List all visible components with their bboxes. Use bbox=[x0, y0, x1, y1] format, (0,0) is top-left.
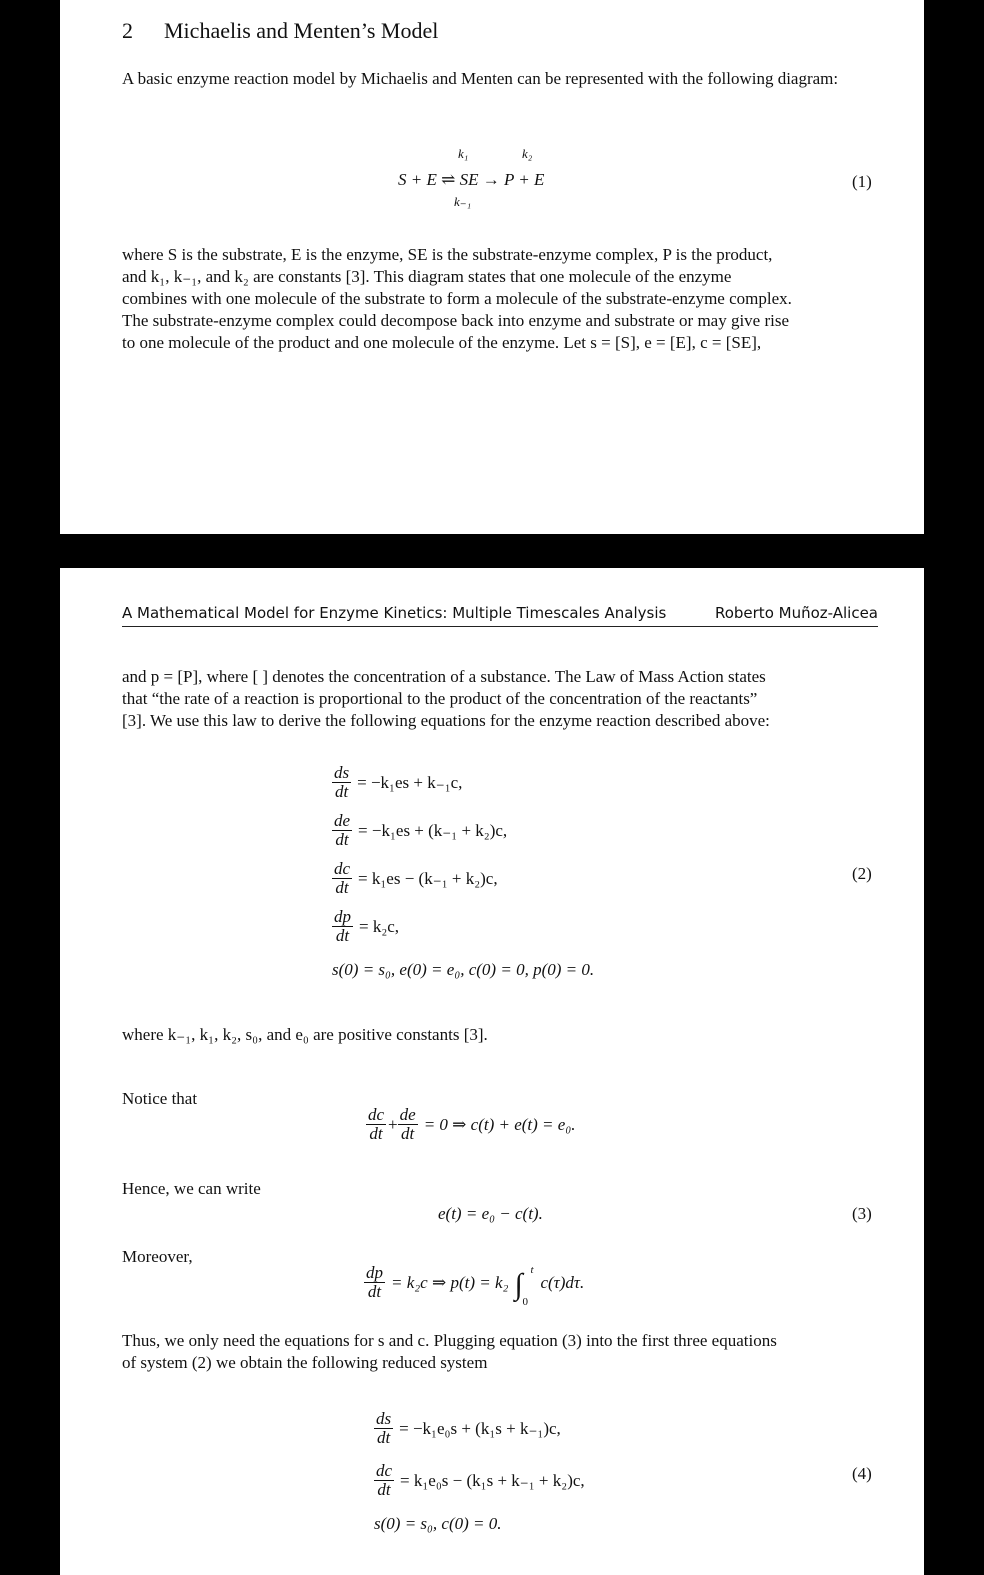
conservation-equation: $\frac{dc}{dt}$ + $\frac{de}{dt}$ = 0 ⇒ c(t) + e(t) = e₀. bbox=[368, 1105, 576, 1143]
hence-label: Hence, we can write bbox=[122, 1179, 261, 1198]
plus-sign: + bbox=[388, 1114, 398, 1134]
integral-sign: ∫ t 0 bbox=[514, 1263, 534, 1308]
initial-conditions-2: s(0) = s₀, e(0) = e₀, c(0) = 0, p(0) = 0. bbox=[332, 960, 595, 979]
reduction-paragraph bbox=[122, 1330, 882, 1374]
equation-3: e(t) = e₀ − c(t). bbox=[438, 1204, 543, 1223]
rate-k-minus-1: k₋₁ bbox=[454, 194, 472, 209]
paragraph-line: that “the rate of a reaction is proportional to the product of the concentration of the reactants” bbox=[122, 689, 758, 708]
notice-label: Notice that bbox=[122, 1089, 198, 1108]
equation-number-1: (1) bbox=[852, 172, 872, 191]
ode-dc: $\frac{dc}{dt}$ = k₁es − (k₋₁ + k₂)c, bbox=[334, 859, 498, 897]
section-heading bbox=[122, 18, 438, 44]
reduced-ode-dc: $\frac{dc}{dt}$ = k₁e₀s − (k₁s + k₋₁ + k₂)c, bbox=[376, 1461, 585, 1499]
product-equation: $\frac{dp}{dt}$ = k₂c ⇒ p(t) = k₂ ∫ t 0 c(τ)dτ. bbox=[366, 1263, 585, 1308]
header-rule bbox=[122, 626, 878, 627]
fraction: $\frac{ds}{dt}$ bbox=[376, 1409, 392, 1447]
rate-k2: k₂ bbox=[522, 146, 533, 161]
paragraph-line: combines with one molecule of the substrate to form a molecule of the substrate-enzyme complex. bbox=[122, 289, 792, 308]
page-1 bbox=[60, 0, 924, 534]
paragraph-line: to one molecule of the product and one molecule of the enzyme. Let s = [S], e = [E], c = [SE], bbox=[122, 333, 762, 352]
reaction-equation: S + E ⇌ SE → P + E bbox=[398, 170, 545, 189]
fraction: $\frac{dc}{dt}$ bbox=[376, 1461, 393, 1499]
ode-de: $\frac{de}{dt}$ = −k₁es + (k₋₁ + k₂)c, bbox=[334, 811, 508, 849]
paragraph-line: of system (2) we obtain the following reduced system bbox=[122, 1353, 488, 1372]
running-header-author: Roberto Muñoz-Alicea bbox=[714, 604, 878, 622]
paragraph-line: The substrate-enzyme complex could decompose back into enzyme and substrate or may give rise bbox=[122, 311, 790, 330]
fraction: $\frac{dp}{dt}$ bbox=[334, 907, 351, 945]
initial-conditions-4: s(0) = s₀, c(0) = 0. bbox=[374, 1514, 502, 1533]
rate-k1: k₁ bbox=[458, 146, 469, 161]
running-header-title: A Mathematical Model for Enzyme Kinetics: Multiple Timescales Analysis bbox=[122, 604, 667, 622]
section-title: Michaelis and Menten’s Model bbox=[164, 18, 439, 43]
description-paragraph bbox=[122, 244, 882, 354]
fraction: $\frac{dc}{dt}$ bbox=[334, 859, 351, 897]
paragraph-line: where S is the substrate, E is the enzyme, SE is the substrate-enzyme complex, P is the product, bbox=[122, 245, 773, 264]
moreover-label: Moreover, bbox=[122, 1247, 193, 1266]
paragraph-line: [3]. We use this law to derive the following equations for the enzyme reaction described above: bbox=[122, 711, 770, 730]
intro-text: A basic enzyme reaction model by Michaelis and Menten can be represented with the following diagram: bbox=[122, 69, 839, 88]
fraction: $\frac{dp}{dt}$ bbox=[366, 1263, 383, 1301]
paragraph-line: and p = [P], where [ ] denotes the concentration of a substance. The Law of Mass Action states bbox=[122, 667, 766, 686]
paragraph-line: and k₁, k₋₁, and k₂ are constants [3]. This diagram states that one molecule of the enzyme bbox=[122, 267, 732, 286]
fraction: $\frac{dc}{dt}$ bbox=[368, 1105, 385, 1143]
constants-line: where k₋₁, k₁, k₂, s₀, and e₀ are positive constants [3]. bbox=[122, 1025, 488, 1044]
fraction: $\frac{de}{dt}$ bbox=[334, 811, 351, 849]
ode-ds: $\frac{ds}{dt}$ = −k₁es + k₋₁c, bbox=[334, 763, 463, 801]
fraction: $\frac{ds}{dt}$ bbox=[334, 763, 350, 801]
mass-action-paragraph bbox=[122, 666, 882, 732]
reduced-ode-ds: $\frac{ds}{dt}$ = −k₁e₀s + (k₁s + k₋₁)c, bbox=[376, 1409, 561, 1447]
equation-number-3: (3) bbox=[852, 1204, 872, 1223]
section-number: 2 bbox=[122, 18, 133, 43]
ode-dp: $\frac{dp}{dt}$ = k₂c, bbox=[334, 907, 400, 945]
equation-number-4: (4) bbox=[852, 1464, 872, 1483]
fraction: $\frac{de}{dt}$ bbox=[399, 1105, 416, 1143]
intro-paragraph bbox=[122, 68, 882, 90]
page-2 bbox=[60, 568, 924, 1575]
paragraph-line: Thus, we only need the equations for s and c. Plugging equation (3) into the first three equations bbox=[122, 1331, 777, 1350]
equation-number-2: (2) bbox=[852, 864, 872, 883]
